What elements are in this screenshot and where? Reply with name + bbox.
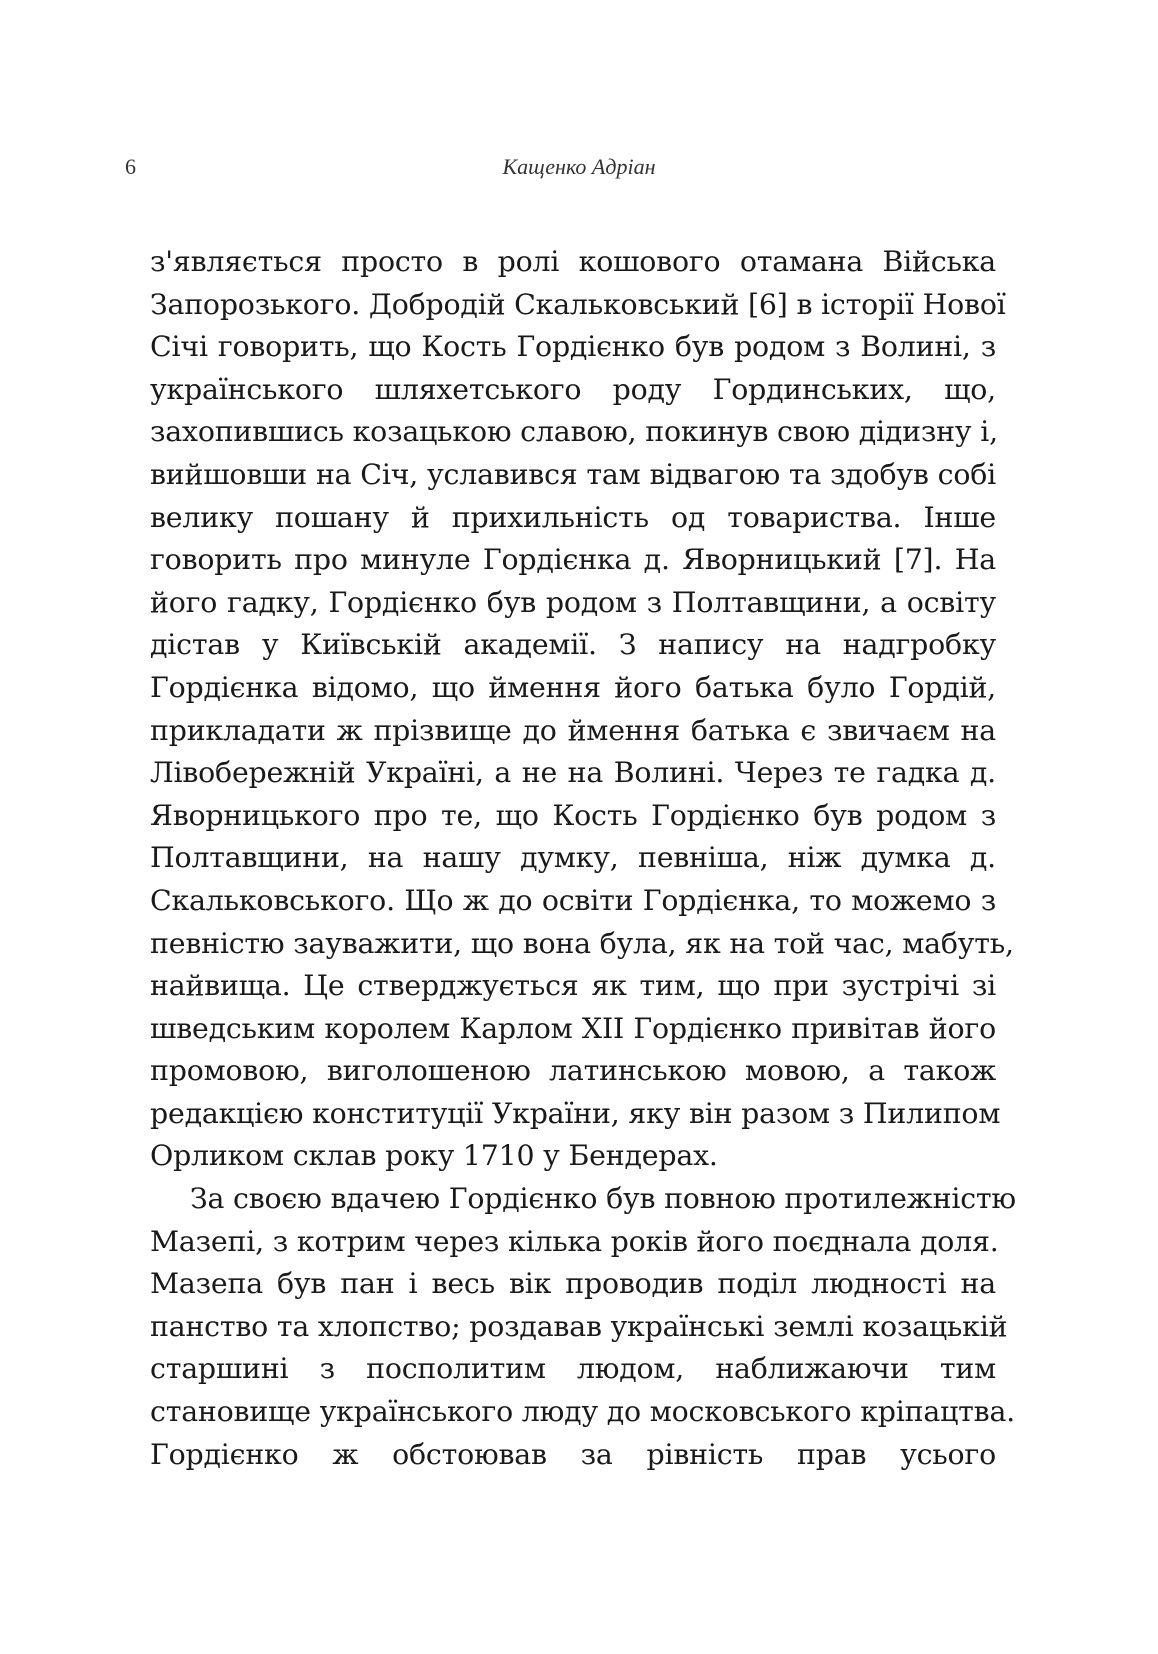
paragraph bbox=[150, 1178, 1016, 1476]
text-line: дістав у Київській академії. З напису на надгробку bbox=[150, 628, 996, 662]
text-line: промовою, виголошеною латинською мовою, а також bbox=[150, 1054, 996, 1088]
text-line: становище українського люду до московського кріпацтва. bbox=[150, 1395, 1015, 1429]
text-line: Гордієнка відомо, що ймення його батька було Гордій, bbox=[150, 670, 996, 704]
body-text bbox=[150, 241, 1016, 1476]
text-line: Яворницького про те, що Кость Гордієнко був родом з bbox=[150, 798, 996, 832]
text-line: велику пошану й прихильність од товариства. Інше bbox=[150, 500, 996, 534]
page-number: 6 bbox=[125, 154, 136, 179]
running-title: Кащенко Адріан bbox=[502, 154, 656, 179]
text-line: Запорозького. Добродій Скальковський [6] в історії Нової bbox=[150, 287, 1006, 321]
text-line: певністю зауважити, що вона була, як на той час, мабуть, bbox=[150, 926, 1014, 960]
text-line: Полтавщини, на нашу думку, певніша, ніж думка д. bbox=[150, 841, 996, 875]
text-line: Орликом склав року 1710 у Бендерах. bbox=[150, 1139, 718, 1173]
text-line: старшині з посполитим людом, наближаючи тим bbox=[150, 1352, 996, 1386]
text-line: Лівобережній Україні, а не на Волині. Через те гадка д. bbox=[150, 756, 996, 790]
text-line: вийшовши на Січ, уславився там відвагою та здобув собі bbox=[150, 457, 996, 491]
text-line: Гордієнко ж обстоював за рівність прав усього bbox=[150, 1437, 996, 1471]
text-line: захопившись козацькою славою, покинув свою дідизну і, bbox=[150, 415, 998, 449]
text-line: українського шляхетського роду Гординських, що, bbox=[150, 372, 996, 406]
text-line: Мазепі, з котрим через кілька років його поєднала доля. bbox=[150, 1224, 999, 1258]
text-line: з'являється просто в ролі кошового отамана Війська bbox=[150, 245, 996, 278]
paragraph bbox=[150, 241, 1014, 1178]
text-line: говорить про минуле Гордієнка д. Яворницький [7]. На bbox=[150, 543, 996, 577]
text-line: найвища. Це стверджується як тим, що при зустрічі зі bbox=[150, 969, 996, 1003]
text-line: шведським королем Карлом XII Гордієнко привітав його bbox=[150, 1011, 996, 1045]
text-line: Мазепа був пан і весь вік проводив поділ людності на bbox=[150, 1267, 996, 1301]
text-line: панство та хлопство; роздавав українські землі козацькій bbox=[150, 1309, 1008, 1343]
text-line: Січі говорить, що Кость Гордієнко був родом з Волині, з bbox=[150, 330, 996, 364]
running-header bbox=[0, 150, 1158, 184]
text-line: його гадку, Гордієнко був родом з Полтавщини, а освіту bbox=[150, 585, 996, 619]
text-line: прикладати ж прізвище до ймення батька є звичаєм на bbox=[150, 713, 996, 747]
text-line: За своєю вдачею Гордієнко був повною протилежністю bbox=[190, 1182, 1016, 1216]
text-line: редакцією конституції України, яку він разом з Пилипом bbox=[150, 1096, 1001, 1130]
text-line: Скальковського. Що ж до освіти Гордієнка, то можемо з bbox=[150, 883, 996, 917]
